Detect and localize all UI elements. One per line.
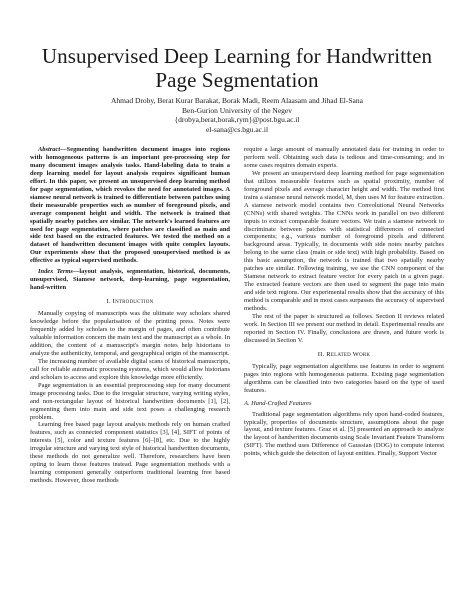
abstract-label: Abstract <box>38 146 61 153</box>
author-emails: {drobya,berat,borak,rym}@post.bgu.ac.il <box>174 115 300 124</box>
paragraph: The rest of the paper is structured as follows. Section II reviews related work. In Section III we present our method in detail. Experimental results are reported in Section IV. Finally, conclusions are drawn, and future work is discussed in Section V. <box>244 313 444 344</box>
abstract <box>30 146 230 265</box>
paragraph: Manually copying of manuscripts was the ultimate way scholars shared knowledge before the popularisation of the printing press. Notes were frequently added by scholars to the margin of pages, and often contribute valuable information concern the main text and the manuscript as a whole. In addition, the content of a manuscript's margin notes help historians to analyze the authenticity, temporal, and geographical origin of the manuscript. <box>30 310 230 357</box>
index-terms-label: Index Terms <box>38 268 73 276</box>
paragraph: Traditional page segmentation algorithms rely upon hand-coded features, typically, properties of documents structure, assumptions about the page layout, and texture features. Graz et al. [5] presented an approach to analyze the layout of handwritten documents using Scale Invariant Feature Transform (SIFT). The method uses Difference of Gaussian (DOG) to compute interest points, which guide the detection of layout entities. Finally, Support Vector <box>244 410 444 458</box>
section-heading-introduction: I. Introduction <box>106 298 154 306</box>
paper-title: Unsupervised Deep Learning for Handwritten Page Segmentation <box>41 44 433 92</box>
left-column <box>30 146 230 485</box>
paragraph: require a large amount of manually annotated data for training in order to perform well. Obtaining such data is tedious and time-consuming; and in some cases requires domain experts. <box>244 146 444 169</box>
author-block <box>20 96 454 134</box>
paragraph: The increasing number of available digital scans of historical manuscripts, call for reliable automatic processing systems, which would allow historians and scholars to access and explore this knowledge more efficiently. <box>30 357 230 381</box>
author-email-secondary: el-sana@cs.bgu.ac.il <box>205 124 269 134</box>
right-column <box>244 146 444 458</box>
section-heading-related-work: II. Related Work <box>317 350 371 358</box>
index-terms-text: —layout analysis, segmentation, historical, documents, unsupervised, Siamese network, deep-learning, page segmentation, hand-written <box>30 268 230 292</box>
paragraph: Learning free based page layout analysis methods rely on human crafted features, such as connected component statistics [3], [4], SIFT of points of interests [5], color and texture features [6]–[8], etc. Due to the highly irregular structure and varying text style of historical handwritten documents, these methods do not generalize well. Therefore, researchers have been opting to learn those features instead. Page segmentation methods with a learning component generally outperform traditional learning free based methods. However, those methods <box>30 421 230 485</box>
subsection-heading-hand-crafted: A. Hand-Crafted Features <box>244 399 312 407</box>
abstract-text: —Segmenting handwritten document images into regions with homogeneous patterns is an important pre-processing step for many document images analysis tasks. Hand-labeling data to train a deep learning model for layout analysis requires significant human effort. In this paper, we present an unsupervised deep learning method for page segmentation, which revokes the need for annotated images. A siamese neural network is trained to differentiate between patches using their measurable properties such as number of foreground pixels, and average component height and width. The network is trained that spatially nearby patches are similar. The network's learned features are used for page segmentation, where patches are classified as main and side text based on the extracted features. We tested the method on a dataset of handwritten document images with quite complex layouts. Our experiments show that the proposed unsupervised method is as effective as typical supervised methods. <box>30 146 230 265</box>
paragraph: We present an unsupervised deep learning method for page segmentation that utilizes measurable features such as spatial proximity, number of foreground pixels and average character height and width. The method first trains a siamese neural network model, M, then uses M for feature extraction. A siamese network model contains two Convolutional Neural Networks (CNNs) with shared weights. The CNNs work in parallel on two different inputs to extract comparable feature vectors. We train a siamese network to discriminate between patches with statistical differences of connected components; e.g., various number of foreground pixels and different background areas. Typically, in documents with side notes nearby patches belong to the same class (main or side text) with high probability. Based on this basic assumption, the network is trained that two spatially nearby patches are similar. Following training, we use the CNN component of the Siamese network to extract feature vector for every patch in a given page. The extracted feature vectors are then used to segment the page into main and side text regions. Our experimental results show that the accuracy of this method is comparable and in most cases surpasses the accuracy of supervised methods. <box>244 169 444 313</box>
author-names: Ahmad Droby, Berat Kurar Barakat, Borak Madi, Reem Alaasam and Jihad El-Sana <box>111 96 363 105</box>
index-terms <box>30 268 230 292</box>
author-affiliation: Ben-Gurion University of the Negev <box>182 105 292 115</box>
paragraph: Typically, page segmentation algorithms use features in order to segment pages into regions with homogeneous patterns. Existing page segmentation algorithms can be classified into two categories based on the type of used features. <box>244 362 444 394</box>
paragraph: Page segmentation is an essential preprocessing step for many document image processing tasks. Due to the irregular structure, varying writing styles, and non-rectangular layout of historical handwritten documents [1], [2], segmenting them into main and side text poses a challenging research problem. <box>30 381 230 421</box>
